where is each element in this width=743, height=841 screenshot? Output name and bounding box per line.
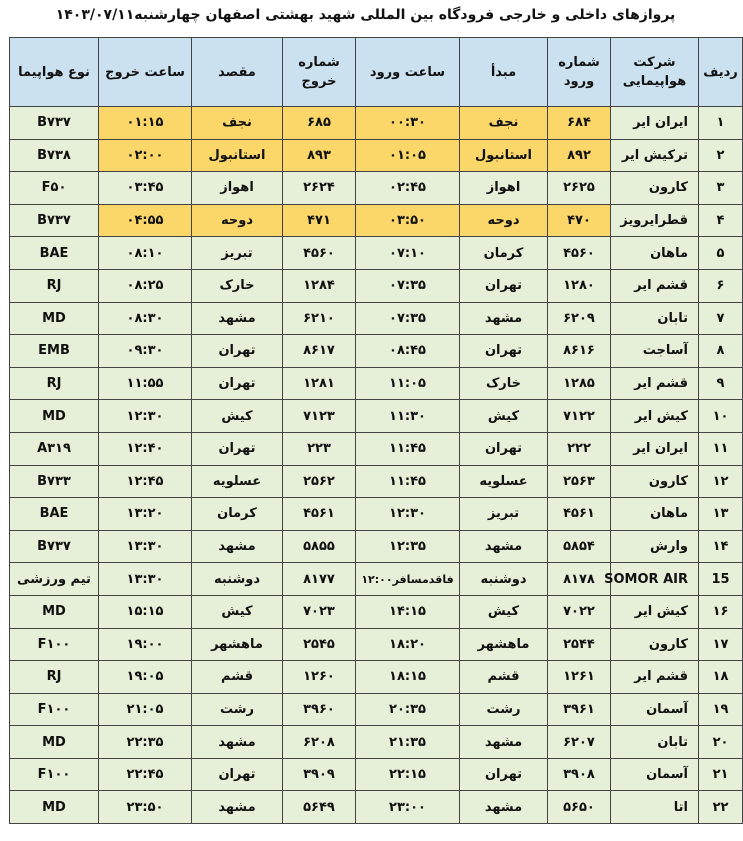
table-row <box>10 791 743 824</box>
airline-cell: قشم ایر <box>611 661 699 694</box>
header-aircraft-type: نوع هواپیما <box>10 38 99 107</box>
table-row <box>10 628 743 661</box>
origin-cell: تهران <box>460 269 548 302</box>
departure-time-cell: ۱۹:۰۰ <box>99 628 192 661</box>
departure-flight-cell: ۱۲۸۱ <box>283 367 356 400</box>
departure-flight-cell: ۴۷۱ <box>283 204 356 237</box>
departure-flight-cell: ۳۹۶۰ <box>283 693 356 726</box>
aircraft-type-cell: MD <box>10 791 99 824</box>
table-row <box>10 758 743 791</box>
arrival-time-cell: ۱۸:۱۵ <box>356 661 460 694</box>
origin-cell: تهران <box>460 432 548 465</box>
departure-flight-cell: ۶۲۱۰ <box>283 302 356 335</box>
arrival-time-cell: ۱۲:۰۰فاقدمسافر <box>356 563 460 596</box>
destination-cell: قشم <box>192 661 283 694</box>
arrival-time-cell: ۰۳:۵۰ <box>356 204 460 237</box>
aircraft-type-cell: BAE <box>10 237 99 270</box>
aircraft-type-cell: B۷۳۸ <box>10 139 99 172</box>
departure-flight-cell: ۲۵۶۲ <box>283 465 356 498</box>
aircraft-type-cell: F۱۰۰ <box>10 693 99 726</box>
arrival-flight-cell: ۲۲۲ <box>548 432 611 465</box>
aircraft-type-cell: B۷۳۳ <box>10 465 99 498</box>
departure-time-cell: ۱۱:۵۵ <box>99 367 192 400</box>
destination-cell: تبریز <box>192 237 283 270</box>
header-origin: مبدأ <box>460 38 548 107</box>
arrival-time-cell: ۱۴:۱۵ <box>356 595 460 628</box>
departure-flight-cell: ۱۲۶۰ <box>283 661 356 694</box>
header-arrival-time: ساعت ورود <box>356 38 460 107</box>
departure-time-cell: ۰۸:۳۰ <box>99 302 192 335</box>
origin-cell: دوشنبه <box>460 563 548 596</box>
departure-time-cell: ۱۳:۳۰ <box>99 530 192 563</box>
origin-cell: رشت <box>460 693 548 726</box>
arrival-flight-cell: ۴۵۶۱ <box>548 498 611 531</box>
origin-cell: کرمان <box>460 237 548 270</box>
row-number-cell: ۱۴ <box>699 530 743 563</box>
origin-cell: مشهد <box>460 791 548 824</box>
row-number-cell: ۵ <box>699 237 743 270</box>
arrival-time-cell: ۰۷:۳۵ <box>356 302 460 335</box>
departure-flight-cell: ۷۰۲۳ <box>283 595 356 628</box>
arrival-flight-cell: ۶۲۰۹ <box>548 302 611 335</box>
row-number-cell: ۱۳ <box>699 498 743 531</box>
departure-time-cell: ۰۱:۱۵ <box>99 107 192 140</box>
departure-time-cell: ۲۱:۰۵ <box>99 693 192 726</box>
arrival-flight-cell: ۷۱۲۲ <box>548 400 611 433</box>
arrival-time-cell: ۰۱:۰۵ <box>356 139 460 172</box>
table-row <box>10 465 743 498</box>
departure-time-cell: ۱۲:۳۰ <box>99 400 192 433</box>
airline-cell: ماهان <box>611 237 699 270</box>
origin-cell: کیش <box>460 400 548 433</box>
airline-cell: کارون <box>611 172 699 205</box>
departure-time-cell: ۲۲:۳۵ <box>99 726 192 759</box>
table-row <box>10 726 743 759</box>
arrival-flight-cell: ۶۸۴ <box>548 107 611 140</box>
departure-flight-cell: ۳۹۰۹ <box>283 758 356 791</box>
destination-cell: کیش <box>192 400 283 433</box>
airline-cell: کیش ایر <box>611 595 699 628</box>
departure-flight-cell: ۴۵۶۰ <box>283 237 356 270</box>
departure-flight-cell: ۶۸۵ <box>283 107 356 140</box>
airline-cell: ایران ایر <box>611 107 699 140</box>
origin-cell: مشهد <box>460 302 548 335</box>
aircraft-type-cell: B۷۳۷ <box>10 204 99 237</box>
arrival-time-cell: ۲۲:۱۵ <box>356 758 460 791</box>
arrival-flight-cell: ۴۵۶۰ <box>548 237 611 270</box>
row-number-cell: ۱۱ <box>699 432 743 465</box>
aircraft-type-cell: RJ <box>10 269 99 302</box>
airline-cell: کیش ایر <box>611 400 699 433</box>
airline-cell: ترکیش ایر <box>611 139 699 172</box>
destination-cell: نجف <box>192 107 283 140</box>
arrival-flight-cell: ۲۶۲۵ <box>548 172 611 205</box>
departure-time-cell: ۰۳:۴۵ <box>99 172 192 205</box>
destination-cell: مشهد <box>192 791 283 824</box>
origin-cell: تهران <box>460 758 548 791</box>
departure-flight-cell: ۶۲۰۸ <box>283 726 356 759</box>
table-row <box>10 335 743 368</box>
arrival-flight-cell: ۸۹۲ <box>548 139 611 172</box>
row-number-cell: ۲ <box>699 139 743 172</box>
departure-flight-cell: ۷۱۲۳ <box>283 400 356 433</box>
departure-flight-cell: ۱۲۸۴ <box>283 269 356 302</box>
row-number-cell: ۱۹ <box>699 693 743 726</box>
aircraft-type-cell: تیم ورزشی <box>10 563 99 596</box>
arrival-time-cell: ۲۳:۰۰ <box>356 791 460 824</box>
departure-time-cell: ۱۵:۱۵ <box>99 595 192 628</box>
origin-cell: ماهشهر <box>460 628 548 661</box>
airline-cell: SOMOR AIR <box>611 563 699 596</box>
arrival-flight-cell: ۱۲۸۵ <box>548 367 611 400</box>
row-number-cell: 15 <box>699 563 743 596</box>
row-number-cell: ۶ <box>699 269 743 302</box>
arrival-flight-cell: ۳۹۰۸ <box>548 758 611 791</box>
destination-cell: رشت <box>192 693 283 726</box>
aircraft-type-cell: RJ <box>10 367 99 400</box>
destination-cell: خارک <box>192 269 283 302</box>
table-row <box>10 237 743 270</box>
origin-cell: استانبول <box>460 139 548 172</box>
departure-flight-cell: ۴۵۶۱ <box>283 498 356 531</box>
airline-cell: آسمان <box>611 758 699 791</box>
aircraft-type-cell: A۳۱۹ <box>10 432 99 465</box>
departure-flight-cell: ۵۸۵۵ <box>283 530 356 563</box>
table-row <box>10 139 743 172</box>
destination-cell: اهواز <box>192 172 283 205</box>
arrival-flight-cell: ۶۲۰۷ <box>548 726 611 759</box>
departure-time-cell: ۰۲:۰۰ <box>99 139 192 172</box>
departure-flight-cell: ۵۶۴۹ <box>283 791 356 824</box>
table-row <box>10 302 743 335</box>
origin-cell: عسلویه <box>460 465 548 498</box>
airline-cell: اتا <box>611 791 699 824</box>
arrival-flight-cell: ۳۹۶۱ <box>548 693 611 726</box>
destination-cell: ماهشهر <box>192 628 283 661</box>
aircraft-type-cell: MD <box>10 400 99 433</box>
destination-cell: مشهد <box>192 302 283 335</box>
aircraft-type-cell: MD <box>10 595 99 628</box>
table-row <box>10 563 743 596</box>
row-number-cell: ۲۱ <box>699 758 743 791</box>
header-destination: مقصد <box>192 38 283 107</box>
departure-time-cell: ۰۸:۲۵ <box>99 269 192 302</box>
arrival-time-cell: ۰۲:۴۵ <box>356 172 460 205</box>
header-departure-flight: شماره خروج <box>283 38 356 107</box>
table-row <box>10 661 743 694</box>
arrival-time-cell: ۱۱:۴۵ <box>356 432 460 465</box>
arrival-flight-cell: ۵۶۵۰ <box>548 791 611 824</box>
arrival-flight-cell: ۱۲۸۰ <box>548 269 611 302</box>
destination-cell: کرمان <box>192 498 283 531</box>
page-title: پروازهای داخلی و خارجی فرودگاه بین المللی شهید بهشتی اصفهان چهارشنبه۱۴۰۳/۰۷/۱۱ <box>55 7 676 23</box>
aircraft-type-cell: MD <box>10 726 99 759</box>
row-number-cell: ۱۰ <box>699 400 743 433</box>
departure-time-cell: ۰۹:۳۰ <box>99 335 192 368</box>
aircraft-type-cell: F۱۰۰ <box>10 628 99 661</box>
departure-flight-cell: ۸۹۳ <box>283 139 356 172</box>
origin-cell: قشم <box>460 661 548 694</box>
table-row <box>10 367 743 400</box>
destination-cell: تهران <box>192 758 283 791</box>
departure-time-cell: ۰۸:۱۰ <box>99 237 192 270</box>
row-number-cell: ۱۸ <box>699 661 743 694</box>
origin-cell: تهران <box>460 335 548 368</box>
departure-flight-cell: ۸۶۱۷ <box>283 335 356 368</box>
origin-cell: کیش <box>460 595 548 628</box>
airline-cell: تابان <box>611 726 699 759</box>
departure-time-cell: ۱۲:۴۰ <box>99 432 192 465</box>
airline-cell: قطرایرویز <box>611 204 699 237</box>
arrival-flight-cell: ۷۰۲۲ <box>548 595 611 628</box>
table-row <box>10 269 743 302</box>
airline-cell: ایران ایر <box>611 432 699 465</box>
destination-cell: استانبول <box>192 139 283 172</box>
header-row-number: ردیف <box>699 38 743 107</box>
aircraft-type-cell: BAE <box>10 498 99 531</box>
aircraft-type-cell: RJ <box>10 661 99 694</box>
destination-cell: مشهد <box>192 530 283 563</box>
airline-cell: کارون <box>611 628 699 661</box>
arrival-time-cell: ۰۰:۳۰ <box>356 107 460 140</box>
header-row <box>10 38 743 107</box>
origin-cell: مشهد <box>460 726 548 759</box>
row-number-cell: ۱۷ <box>699 628 743 661</box>
table-row <box>10 400 743 433</box>
table-row <box>10 693 743 726</box>
row-number-cell: ۴ <box>699 204 743 237</box>
departure-time-cell: ۱۹:۰۵ <box>99 661 192 694</box>
destination-cell: تهران <box>192 367 283 400</box>
aircraft-type-cell: B۷۳۷ <box>10 107 99 140</box>
origin-cell: تبریز <box>460 498 548 531</box>
row-number-cell: ۷ <box>699 302 743 335</box>
arrival-time-cell: ۱۸:۲۰ <box>356 628 460 661</box>
aircraft-type-cell: F۱۰۰ <box>10 758 99 791</box>
table-row <box>10 530 743 563</box>
origin-cell: اهواز <box>460 172 548 205</box>
row-number-cell: ۸ <box>699 335 743 368</box>
arrival-flight-cell: ۸۶۱۶ <box>548 335 611 368</box>
destination-cell: کیش <box>192 595 283 628</box>
header-airline: شرکت هواپیمایی <box>611 38 699 107</box>
table-row <box>10 498 743 531</box>
row-number-cell: ۱۲ <box>699 465 743 498</box>
aircraft-type-cell: MD <box>10 302 99 335</box>
departure-flight-cell: ۲۵۴۵ <box>283 628 356 661</box>
arrival-time-cell: ۱۱:۳۰ <box>356 400 460 433</box>
table-row <box>10 204 743 237</box>
arrival-time-cell: ۰۸:۴۵ <box>356 335 460 368</box>
arrival-flight-cell: ۴۷۰ <box>548 204 611 237</box>
arrival-flight-cell: ۲۵۶۳ <box>548 465 611 498</box>
row-number-cell: ۱ <box>699 107 743 140</box>
destination-cell: عسلویه <box>192 465 283 498</box>
airline-cell: ماهان <box>611 498 699 531</box>
table-row <box>10 595 743 628</box>
airline-cell: تابان <box>611 302 699 335</box>
departure-time-cell: ۱۳:۲۰ <box>99 498 192 531</box>
row-number-cell: ۲۲ <box>699 791 743 824</box>
row-number-cell: ۱۶ <box>699 595 743 628</box>
airline-cell: قشم ایر <box>611 269 699 302</box>
airline-cell: قشم ایر <box>611 367 699 400</box>
table-row <box>10 107 743 140</box>
table-row <box>10 432 743 465</box>
header-arrival-flight: شماره ورود <box>548 38 611 107</box>
arrival-flight-cell: ۲۵۴۴ <box>548 628 611 661</box>
airline-cell: وارش <box>611 530 699 563</box>
arrival-time-cell: ۰۷:۱۰ <box>356 237 460 270</box>
aircraft-type-cell: EMB <box>10 335 99 368</box>
destination-cell: مشهد <box>192 726 283 759</box>
departure-time-cell: ۰۴:۵۵ <box>99 204 192 237</box>
arrival-time-cell: ۲۰:۳۵ <box>356 693 460 726</box>
origin-cell: مشهد <box>460 530 548 563</box>
flight-schedule-table <box>9 37 743 824</box>
aircraft-type-cell: F۵۰ <box>10 172 99 205</box>
departure-flight-cell: ۲۶۲۴ <box>283 172 356 205</box>
arrival-flight-cell: ۱۲۶۱ <box>548 661 611 694</box>
destination-cell: تهران <box>192 432 283 465</box>
table-row <box>10 172 743 205</box>
row-number-cell: ۳ <box>699 172 743 205</box>
arrival-flight-cell: ۵۸۵۴ <box>548 530 611 563</box>
origin-cell: نجف <box>460 107 548 140</box>
aircraft-type-cell: B۷۳۷ <box>10 530 99 563</box>
departure-time-cell: ۲۳:۵۰ <box>99 791 192 824</box>
arrival-time-cell: ۱۱:۰۵ <box>356 367 460 400</box>
arrival-time-cell: ۲۱:۳۵ <box>356 726 460 759</box>
departure-time-cell: ۱۲:۴۵ <box>99 465 192 498</box>
departure-time-cell: ۱۳:۳۰ <box>99 563 192 596</box>
row-number-cell: ۲۰ <box>699 726 743 759</box>
airline-cell: آساجت <box>611 335 699 368</box>
departure-flight-cell: ۸۱۷۷ <box>283 563 356 596</box>
destination-cell: دوحه <box>192 204 283 237</box>
arrival-time-cell: ۱۲:۳۵ <box>356 530 460 563</box>
destination-cell: تهران <box>192 335 283 368</box>
arrival-time-cell: ۱۲:۳۰ <box>356 498 460 531</box>
departure-time-cell: ۲۲:۴۵ <box>99 758 192 791</box>
header-departure-time: ساعت خروج <box>99 38 192 107</box>
airline-cell: آسمان <box>611 693 699 726</box>
row-number-cell: ۹ <box>699 367 743 400</box>
departure-flight-cell: ۲۲۳ <box>283 432 356 465</box>
arrival-time-cell: ۰۷:۳۵ <box>356 269 460 302</box>
arrival-flight-cell: ۸۱۷۸ <box>548 563 611 596</box>
arrival-time-cell: ۱۱:۴۵ <box>356 465 460 498</box>
destination-cell: دوشنبه <box>192 563 283 596</box>
airline-cell: کارون <box>611 465 699 498</box>
origin-cell: دوحه <box>460 204 548 237</box>
origin-cell: خارک <box>460 367 548 400</box>
